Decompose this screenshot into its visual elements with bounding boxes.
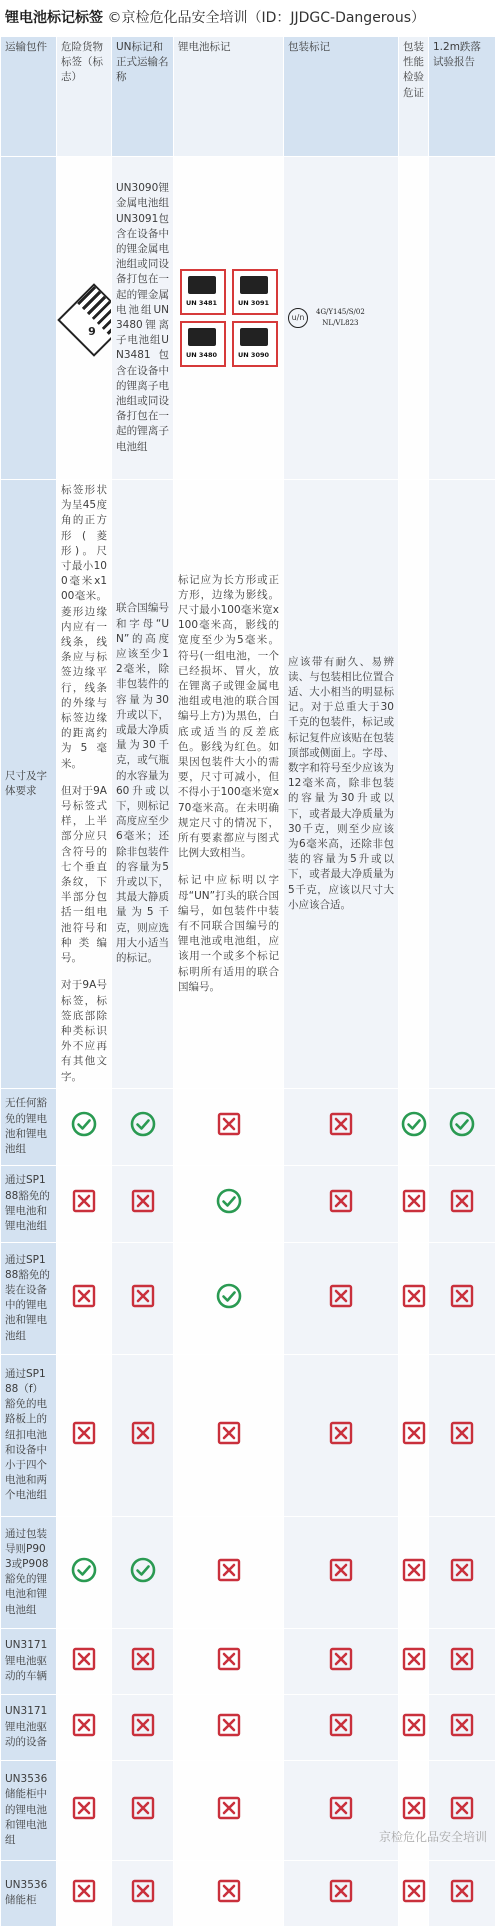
header-cell: UN标记和正式运输名称 [112,37,174,157]
size-text-un-mark: 联合国编号和字母“UN”的高度应该至少12毫米，除非包装件的容量为30升或以下，或最大净质量为30千克，或气瓶的水容量为60升或以下，则标记高度应至少6毫米；还除非包装件的容量为5升或以下，其最大静质量为5千克，则应选用大小适当的标记。 [112,480,174,1089]
header-cell: 1.2m跌落试验报告 [429,37,495,157]
mark-un-number: UN 3091 [236,296,272,311]
row-label: 通过包装导则P903或P908豁免的锂电池和锂电池组 [1,1516,57,1628]
x-box-icon [72,1796,96,1825]
un-mark-text: UN3090锂金属电池组UN3091包含在设备中的锂金属电池组或同设备打包在一起的锂金属电池组UN3480锂离子电池组UN3481包含在设备中的锂离子电池组或同设备打包在一起的锂离子电池组 [112,157,174,480]
mark-un-number: UN 3480 [184,348,220,363]
status-cell [284,1694,399,1760]
x-box-icon [72,1189,96,1218]
empty-cell [429,480,495,1089]
status-cell [112,1516,174,1628]
x-box-icon [329,1112,353,1141]
status-cell [57,1694,112,1760]
status-cell [429,1242,495,1354]
x-box-icon [72,1284,96,1313]
status-cell [284,1860,399,1926]
status-cell [429,1516,495,1628]
check-circle-icon [449,1111,475,1142]
status-cell [399,1165,429,1242]
size-paragraph: 标记中应标明以字母“UN”打头的联合国编号，如包装件中装有不同联合国编号的锂电池或电池组，应该用一个或多个标记标明所有适用的联合国编号。 [178,873,279,995]
x-box-icon [450,1647,474,1676]
lithium-battery-mark-icon [232,269,278,315]
status-cell [429,1165,495,1242]
x-box-icon [329,1189,353,1218]
status-cell [174,1516,284,1628]
package-mark-cell [284,157,399,480]
status-cell [57,1628,112,1694]
check-circle-icon [216,1188,242,1219]
check-circle-icon [401,1111,427,1142]
status-cell [174,1860,284,1926]
row-label: UN3536储能柜中的锂电池和锂电池组 [1,1760,57,1860]
status-cell [429,1088,495,1165]
table-row [1,1860,495,1926]
x-box-icon [329,1284,353,1313]
empty-cell [399,480,429,1089]
empty-cell [429,157,495,480]
package-mark [284,307,398,329]
x-box-icon [329,1796,353,1825]
table-row [1,1694,495,1760]
battery-mark-table [0,36,495,1927]
table-row [1,1516,495,1628]
size-text-package-mark: 应该带有耐久、易辨读、与包装相比位置合适、大小相当的明显标记。对于总重大于30千克的包装件，标记或标记复件应该贴在包装顶部或侧面上。字母、数字和符号至少应该为12毫米高，除非包装的容量为30升或以下，或者最大净质量为30千克，则至少应该为6毫米高，还除非包装的容量为5升或以下，或者最大净质量为5千克，应该以尺寸大小应该合适。 [284,480,399,1089]
x-box-icon [217,1796,241,1825]
x-box-icon [131,1713,155,1742]
lithium-battery-mark-icon [232,321,278,367]
status-cell [57,1860,112,1926]
x-box-icon [450,1421,474,1450]
x-box-icon [131,1189,155,1218]
x-box-icon [329,1558,353,1587]
status-cell [57,1242,112,1354]
hazard-label-cell [57,157,112,480]
status-cell [429,1628,495,1694]
size-paragraph: 标签形状为呈45度角的正方形(菱形)。尺寸最小100毫米x100毫米。菱形边缘内应有一线条，线条应与标签边缘平行，线条的外缘与标签边缘的距离约为5毫米。 [61,483,107,772]
check-circle-icon [216,1283,242,1314]
status-cell [284,1760,399,1860]
lithium-battery-mark-icon [180,269,226,315]
status-cell [429,1760,495,1860]
status-cell [399,1628,429,1694]
status-cell [399,1242,429,1354]
x-box-icon [402,1189,426,1218]
size-text-hazard-label [57,480,112,1089]
status-cell [284,1354,399,1516]
status-cell [429,1860,495,1926]
status-cell [57,1760,112,1860]
x-box-icon [450,1713,474,1742]
status-cell [174,1088,284,1165]
status-cell [399,1516,429,1628]
x-box-icon [329,1647,353,1676]
x-box-icon [450,1796,474,1825]
x-box-icon [72,1713,96,1742]
mark-un-number: UN 3481 [184,296,220,311]
header-row [1,37,495,157]
status-cell [284,1516,399,1628]
table-row [1,1242,495,1354]
status-cell [429,1354,495,1516]
title-main: 锂电池标记标签 [5,10,103,26]
hazard-class-number: 9 [57,324,112,339]
header-cell: 运输包件 [1,37,57,157]
x-box-icon [217,1879,241,1908]
row-label: UN3171锂电池驱动的设备 [1,1694,57,1760]
status-cell [112,1088,174,1165]
check-circle-icon [130,1111,156,1142]
table-row [1,1088,495,1165]
status-cell [399,1860,429,1926]
x-box-icon [72,1647,96,1676]
x-box-icon [217,1112,241,1141]
size-paragraph: 但对于9A号标签式样，上半部分应只含符号的七个垂直条纹，下半部分包括一组电池符号和种类编号。 [61,784,107,966]
x-box-icon [329,1879,353,1908]
status-cell [57,1088,112,1165]
size-paragraph: 标记应为长方形或正方形，边缘为影线。尺寸最小100毫米宽x 100毫米高，影线的宽度至少为5毫米。符号(一组电池，一个已经损坏、冒火，放在锂离子或锂金属电池组或电池的联合国编号上方)为黑色，白底或适当的反差底色。影线为红色。如果因包装件大小的需要，尺寸可减小，但不得小于100毫米宽x70毫米高。在未明确规定尺寸的情况下，所有要素都应与图式比例大致相当。 [178,573,279,862]
requirement-rows [1,1088,495,1926]
x-box-icon [402,1558,426,1587]
header-cell: 锂电池标记 [174,37,284,157]
row-label: 通过SP188豁免的锂电池和锂电池组 [1,1165,57,1242]
status-cell [112,1165,174,1242]
images-row [1,157,495,480]
status-cell [399,1760,429,1860]
x-box-icon [72,1421,96,1450]
x-box-icon [402,1713,426,1742]
status-cell [284,1242,399,1354]
table-row [1,1354,495,1516]
size-text-battery-mark [174,480,284,1089]
watermark: 京检危化品安全培训 [379,1828,487,1845]
x-box-icon [402,1796,426,1825]
x-box-icon [402,1879,426,1908]
x-box-icon [131,1879,155,1908]
row-label: 通过SP188豁免的装在设备中的锂电池和锂电池组 [1,1242,57,1354]
lithium-battery-mark-icon [180,321,226,367]
status-cell [174,1165,284,1242]
battery-marks-cell [174,157,284,480]
x-box-icon [217,1421,241,1450]
status-cell [112,1354,174,1516]
check-circle-icon [71,1557,97,1588]
status-cell [174,1354,284,1516]
status-cell [399,1088,429,1165]
status-cell [284,1165,399,1242]
status-cell [57,1354,112,1516]
status-cell [174,1760,284,1860]
status-cell [399,1694,429,1760]
status-cell [174,1242,284,1354]
status-cell [429,1694,495,1760]
x-box-icon [402,1284,426,1313]
x-box-icon [402,1647,426,1676]
status-cell [174,1628,284,1694]
x-box-icon [131,1284,155,1313]
package-mark-line: NL/VL823 [316,318,365,329]
x-box-icon [450,1879,474,1908]
row-label: UN3171锂电池驱动的车辆 [1,1628,57,1694]
package-mark-line: 4G/Y145/S/02 [316,307,365,318]
x-box-icon [450,1284,474,1313]
check-circle-icon [71,1111,97,1142]
row-label: 通过SP188（f）豁免的电路板上的纽扣电池和设备中小于四个电池和两个电池组 [1,1354,57,1516]
row-label: 尺寸及字体要求 [1,480,57,1089]
page-title [0,0,495,36]
check-circle-icon [130,1557,156,1588]
row-label [1,157,57,480]
status-cell [174,1694,284,1760]
row-label: UN3536储能柜 [1,1860,57,1926]
status-cell [284,1628,399,1694]
status-cell [112,1694,174,1760]
x-box-icon [450,1189,474,1218]
table-row [1,1760,495,1860]
status-cell [112,1760,174,1860]
table-row [1,1628,495,1694]
x-box-icon [131,1796,155,1825]
status-cell [112,1860,174,1926]
x-box-icon [329,1713,353,1742]
x-box-icon [402,1421,426,1450]
x-box-icon [329,1421,353,1450]
battery-marks [174,269,283,367]
x-box-icon [217,1558,241,1587]
x-box-icon [450,1558,474,1587]
x-box-icon [131,1421,155,1450]
header-cell: 包装标记 [284,37,399,157]
table-row [1,1165,495,1242]
header-cell: 危险货物标签（标志） [57,37,112,157]
status-cell [57,1165,112,1242]
x-box-icon [217,1647,241,1676]
status-cell [57,1516,112,1628]
size-paragraph: 对于9A号标签，标签底部除种类标识外不应再有其他文字。 [61,978,107,1084]
empty-cell [399,157,429,480]
header-cell: 包装性能检验危证 [399,37,429,157]
size-requirements-row [1,480,495,1089]
status-cell [399,1354,429,1516]
x-box-icon [72,1879,96,1908]
un-packaging-symbol-icon: u/n [288,308,308,328]
x-box-icon [131,1647,155,1676]
status-cell [112,1628,174,1694]
title-sub: ©京检危化品安全培训（ID：JJDGC-Dangerous） [107,10,425,26]
row-label: 无任何豁免的锂电池和锂电池组 [1,1088,57,1165]
x-box-icon [217,1713,241,1742]
class-9-hazard-label-icon [57,283,112,353]
mark-un-number: UN 3090 [236,348,272,363]
status-cell [284,1088,399,1165]
status-cell [112,1242,174,1354]
